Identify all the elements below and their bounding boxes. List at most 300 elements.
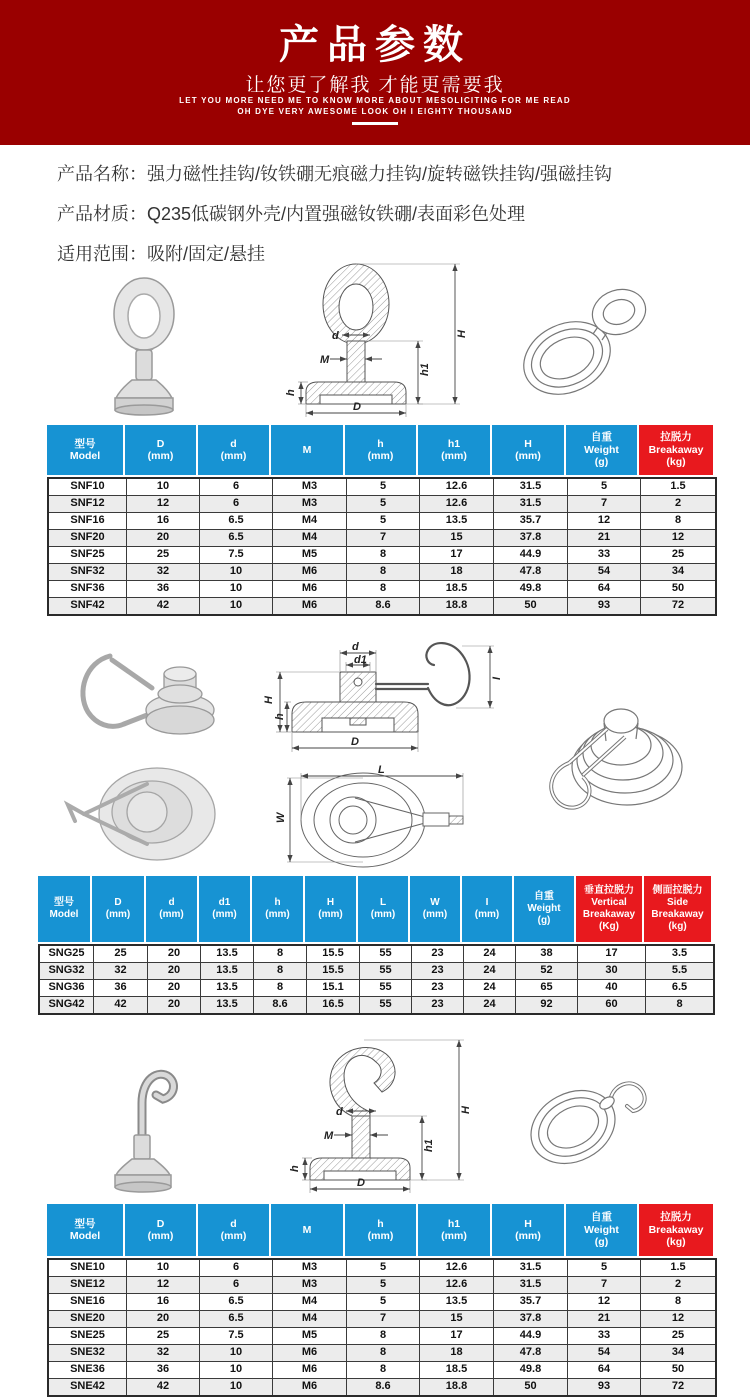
column-header-line: Model — [49, 909, 79, 920]
value-cell: 16 — [127, 1294, 200, 1310]
value-cell: 13.5 — [201, 963, 254, 979]
value-cell: 47.8 — [494, 564, 568, 580]
value-cell: 12.6 — [420, 479, 494, 495]
divider-line — [352, 122, 398, 125]
dim-label-D: D — [353, 401, 361, 413]
value-cell: 35.7 — [494, 1294, 568, 1310]
dim-label-D: D — [351, 736, 359, 748]
model-cell: SNE32 — [49, 1345, 127, 1361]
value-cell: 2 — [674, 1278, 682, 1290]
value-cell: 6.5 — [671, 981, 688, 993]
column-header-line: (mm) — [367, 1230, 394, 1242]
value-cell: M5 — [273, 1328, 347, 1344]
column-header-line: (mm) — [318, 909, 343, 920]
model-cell: SNF36 — [49, 581, 127, 597]
column-header-line: Vertical — [591, 897, 627, 908]
model-cell: SNG36 — [40, 980, 94, 996]
column-header-line: h1 — [447, 1217, 461, 1230]
value-cell: 50 — [494, 598, 568, 614]
column-header-line: d1 — [218, 897, 231, 908]
value-cell: 23 — [412, 997, 464, 1013]
column-header-line: h — [377, 1217, 384, 1230]
product-material-label: 产品材质： — [57, 204, 147, 224]
value-cell: 8 — [347, 1328, 420, 1344]
column-header-line: 侧面拉脱力 — [652, 885, 703, 896]
dim-label-d: d — [352, 641, 359, 653]
table-row — [49, 496, 715, 513]
tagline-line1: LET YOU MORE NEED ME TO KNOW MORE ABOUT MESOLICITING FOR ME READ — [179, 96, 571, 105]
column-header-line: (mm) — [220, 450, 247, 462]
column-header-line: (mm) — [147, 1230, 174, 1242]
column-header — [418, 1204, 492, 1256]
sne-spec-table — [47, 1204, 717, 1397]
value-cell: 13.5 — [420, 513, 494, 529]
column-header — [92, 876, 146, 942]
column-header-line: (mm) — [147, 450, 174, 462]
column-header-line: (kg) — [668, 921, 687, 932]
column-header-line: Weight — [584, 1223, 619, 1236]
dim-label-h: h — [289, 1165, 301, 1172]
value-cell: 25 — [127, 547, 200, 563]
value-cell: 17 — [578, 946, 646, 962]
value-cell: 1.5 — [670, 1261, 686, 1273]
model-cell: SNE10 — [49, 1260, 127, 1276]
dim-label-M: M — [324, 1130, 334, 1142]
value-cell: 6 — [200, 1277, 273, 1293]
column-header-line: (Kg) — [599, 921, 619, 932]
value-cell: 8 — [254, 963, 307, 979]
value-cell: 12 — [568, 1294, 641, 1310]
value-cell: 32 — [94, 963, 148, 979]
value-cell: 49.8 — [494, 1362, 568, 1378]
value-cell: 20 — [127, 1311, 200, 1327]
dim-label-H: H — [263, 696, 275, 704]
column-header — [271, 1204, 345, 1256]
table-row — [49, 1379, 715, 1395]
column-header — [566, 1204, 639, 1256]
column-header-line: (kg) — [666, 456, 686, 469]
product-name-value: 强力磁性挂钩/钕铁硼无痕磁力挂钩/旋转磁铁挂钩/强磁挂钩 — [147, 164, 613, 184]
model-cell: SNE16 — [49, 1294, 127, 1310]
column-header-line: Breakaway — [648, 1223, 704, 1236]
value-cell: 50 — [494, 1379, 568, 1395]
column-header-line: Weight — [527, 903, 561, 914]
value-cell: 7 — [568, 496, 641, 512]
column-header-line: H — [524, 437, 532, 450]
value-cell: M6 — [273, 564, 347, 580]
model-cell: SNF25 — [49, 547, 127, 563]
table-row — [49, 564, 715, 581]
value-cell: 23 — [412, 980, 464, 996]
column-header-line: H — [326, 897, 335, 908]
column-header — [345, 425, 418, 475]
value-cell: 7 — [347, 530, 420, 546]
value-cell: 12 — [671, 531, 685, 543]
value-cell: 72 — [671, 599, 685, 611]
model-cell: SNE25 — [49, 1328, 127, 1344]
column-header — [410, 876, 462, 942]
column-header-line: 型号 — [74, 437, 96, 450]
value-cell: 5 — [347, 1260, 420, 1276]
column-header — [198, 425, 271, 475]
column-header — [271, 425, 345, 475]
swivel-hook-photo-top — [52, 762, 227, 867]
column-header-line: (g) — [594, 456, 609, 469]
value-cell: 3.5 — [671, 947, 688, 959]
dim-label-h1: h1 — [419, 363, 431, 376]
value-cell: M6 — [273, 581, 347, 597]
column-header-line: (mm) — [441, 450, 467, 462]
value-cell: 13.5 — [420, 1294, 494, 1310]
value-cell: 13.5 — [201, 980, 254, 996]
column-header — [146, 876, 199, 942]
column-header — [492, 1204, 566, 1256]
value-cell: 12 — [671, 1312, 685, 1324]
column-header-line: 拉脱力 — [660, 1211, 692, 1224]
value-cell: 13.5 — [201, 997, 254, 1013]
column-header-line: (mm) — [159, 909, 184, 920]
value-cell: 13.5 — [201, 946, 254, 962]
value-cell: 12.6 — [420, 1277, 494, 1293]
dim-label-W: W — [275, 812, 287, 823]
value-cell: 23 — [412, 946, 464, 962]
value-cell: 25 — [127, 1328, 200, 1344]
value-cell: 7 — [568, 1277, 641, 1293]
column-header — [644, 876, 711, 942]
value-cell: 10 — [200, 564, 273, 580]
value-cell: 36 — [127, 1362, 200, 1378]
value-cell: 16 — [127, 513, 200, 529]
table-row — [49, 1328, 715, 1345]
model-cell: SNE42 — [49, 1379, 127, 1395]
value-cell: 92 — [516, 997, 578, 1013]
column-header-line: H — [524, 1217, 532, 1230]
model-cell: SNF16 — [49, 513, 127, 529]
dim-label-h: h — [285, 389, 297, 396]
column-header — [47, 425, 125, 475]
value-cell: 54 — [568, 564, 641, 580]
model-cell: SNE20 — [49, 1311, 127, 1327]
value-cell: 54 — [568, 1345, 641, 1361]
value-cell: 10 — [127, 479, 200, 495]
column-header — [566, 425, 639, 475]
column-header-line: (mm) — [220, 1230, 247, 1242]
value-cell: 8 — [254, 980, 307, 996]
dim-label-d: d — [336, 1106, 343, 1118]
column-header — [639, 1204, 713, 1256]
value-cell: 37.8 — [494, 530, 568, 546]
value-cell: M3 — [273, 1277, 347, 1293]
column-header-line: D — [156, 1217, 165, 1230]
column-header-line: h — [377, 437, 384, 450]
column-header-line: Model — [69, 1230, 101, 1242]
dim-label-H: H — [460, 1106, 472, 1114]
column-header — [639, 425, 713, 475]
value-cell: 6 — [200, 496, 273, 512]
value-cell: 7 — [347, 1311, 420, 1327]
value-cell: 37.8 — [494, 1311, 568, 1327]
table-row — [49, 598, 715, 614]
value-cell: 20 — [148, 997, 201, 1013]
value-cell: 15 — [420, 1311, 494, 1327]
value-cell: 15.5 — [307, 963, 360, 979]
column-header — [38, 876, 92, 942]
value-cell: 33 — [568, 547, 641, 563]
column-header-line: h1 — [447, 437, 461, 450]
value-cell: 5 — [568, 479, 641, 495]
value-cell: 20 — [148, 963, 201, 979]
column-header-line: d — [230, 437, 237, 450]
tagline-line2: OH DYE VERY AWESOME LOOK OH I EIGHTY THOUSAND — [237, 107, 513, 116]
column-header — [198, 1204, 271, 1256]
value-cell: 23 — [412, 963, 464, 979]
column-header-line: Breakaway — [582, 909, 636, 920]
swivel-hook-dimension-side — [262, 638, 507, 768]
value-cell: M4 — [273, 1294, 347, 1310]
column-header-line: D — [156, 437, 165, 450]
column-header-line: M — [302, 443, 312, 456]
value-cell: 65 — [516, 980, 578, 996]
table-row — [49, 1260, 715, 1277]
swivel-hook-dimension-top — [275, 765, 490, 875]
value-cell: 5 — [568, 1260, 641, 1276]
column-header-line: (mm) — [212, 909, 237, 920]
value-cell: 12 — [127, 1277, 200, 1293]
value-cell: 8 — [347, 547, 420, 563]
value-cell: 33 — [568, 1328, 641, 1344]
product-scope-value: 吸附/固定/悬挂 — [147, 244, 266, 264]
value-cell: 64 — [568, 581, 641, 597]
model-cell: SNF42 — [49, 598, 127, 614]
column-header-line: (g) — [594, 1236, 609, 1249]
column-header-line: (mm) — [367, 450, 394, 462]
value-cell: 36 — [94, 980, 148, 996]
value-cell: 12.6 — [420, 1260, 494, 1276]
value-cell: 25 — [671, 548, 685, 560]
dim-label-L: L — [378, 765, 385, 776]
page-title: 产品参数 — [279, 23, 471, 67]
value-cell: 21 — [568, 530, 641, 546]
column-header-line: D — [114, 897, 122, 908]
column-header-line: (mm) — [265, 909, 290, 920]
value-cell: 34 — [671, 565, 685, 577]
value-cell: 15 — [420, 530, 494, 546]
value-cell: 20 — [148, 980, 201, 996]
value-cell: 31.5 — [494, 1260, 568, 1276]
value-cell: 8.6 — [347, 1379, 420, 1395]
value-cell: 2 — [674, 497, 682, 509]
column-header — [345, 1204, 418, 1256]
column-header-line: 型号 — [74, 1217, 96, 1230]
snf-spec-table — [47, 425, 717, 616]
dim-label-d: d — [332, 330, 339, 342]
column-header — [252, 876, 305, 942]
dim-label-h1: h1 — [423, 1139, 435, 1152]
model-cell: SNG42 — [40, 997, 94, 1013]
table-body — [47, 1258, 717, 1397]
table-header-row — [38, 876, 715, 942]
dim-label-D: D — [357, 1177, 365, 1189]
column-header-line: W — [430, 897, 440, 908]
column-header — [462, 876, 514, 942]
value-cell: 5.5 — [671, 964, 688, 976]
model-cell: SNE12 — [49, 1277, 127, 1293]
value-cell: 25 — [671, 1329, 685, 1341]
column-header — [576, 876, 644, 942]
model-cell: SNG32 — [40, 963, 94, 979]
value-cell: 55 — [360, 980, 412, 996]
column-header-line: Breakaway — [651, 909, 704, 920]
value-cell: 1.5 — [670, 480, 686, 492]
model-cell: SNF12 — [49, 496, 127, 512]
value-cell: 32 — [127, 1345, 200, 1361]
value-cell: 8 — [347, 564, 420, 580]
value-cell: 18.5 — [420, 581, 494, 597]
column-header — [125, 425, 198, 475]
sng-spec-table — [38, 876, 715, 1015]
dim-label-H: H — [456, 330, 468, 338]
value-cell: 35.7 — [494, 513, 568, 529]
value-cell: 12 — [568, 513, 641, 529]
column-header — [492, 425, 566, 475]
model-cell: SNE36 — [49, 1362, 127, 1378]
eyebolt-magnet-photo — [82, 268, 202, 418]
value-cell: 8 — [347, 1362, 420, 1378]
value-cell: M6 — [273, 598, 347, 614]
value-cell: M6 — [273, 1345, 347, 1361]
value-cell: M3 — [273, 1260, 347, 1276]
value-cell: 25 — [94, 946, 148, 962]
value-cell: 17 — [420, 1328, 494, 1344]
column-header — [199, 876, 252, 942]
value-cell: 6.5 — [200, 1311, 273, 1327]
table-row — [49, 547, 715, 564]
column-header — [47, 1204, 125, 1256]
column-header — [418, 425, 492, 475]
value-cell: M5 — [273, 547, 347, 563]
product-material-line — [57, 200, 717, 226]
value-cell: 6 — [200, 479, 273, 495]
value-cell: 20 — [127, 530, 200, 546]
value-cell: 12.6 — [420, 496, 494, 512]
value-cell: 6 — [200, 1260, 273, 1276]
table-row — [49, 1362, 715, 1379]
table-body — [38, 944, 715, 1015]
column-header-line: (mm) — [422, 909, 448, 920]
column-header-line: I — [485, 897, 489, 908]
value-cell: 12 — [127, 496, 200, 512]
dim-label-d1: d1 — [354, 654, 367, 666]
value-cell: 21 — [568, 1311, 641, 1327]
value-cell: 7.5 — [200, 547, 273, 563]
value-cell: 34 — [671, 1346, 685, 1358]
product-name-label: 产品名称： — [57, 164, 147, 184]
value-cell: 16.5 — [307, 997, 360, 1013]
column-header-line: (g) — [537, 915, 551, 926]
table-row — [49, 1311, 715, 1328]
column-header-line: (mm) — [515, 450, 541, 462]
hook-magnet-wireframe — [515, 1055, 670, 1175]
value-cell: 50 — [671, 582, 685, 594]
value-cell: M4 — [273, 530, 347, 546]
page-subtitle: 让您更了解我 才能更需要我 — [245, 75, 505, 96]
value-cell: 15.1 — [307, 980, 360, 996]
column-header-line: Breakaway — [648, 443, 704, 456]
value-cell: 5 — [347, 1277, 420, 1293]
value-cell: 52 — [516, 963, 578, 979]
value-cell: 32 — [127, 564, 200, 580]
value-cell: 55 — [360, 963, 412, 979]
hook-magnet-photo — [82, 1043, 202, 1195]
value-cell: 31.5 — [494, 1277, 568, 1293]
value-cell: 17 — [420, 547, 494, 563]
column-header-line: 自重 — [591, 431, 612, 444]
value-cell: 24 — [464, 997, 516, 1013]
value-cell: 55 — [360, 997, 412, 1013]
column-header-line: 自重 — [534, 891, 554, 902]
value-cell: 15.5 — [307, 946, 360, 962]
value-cell: 10 — [200, 581, 273, 597]
value-cell: M4 — [273, 513, 347, 529]
table-header-row — [47, 1204, 717, 1256]
value-cell: 40 — [578, 980, 646, 996]
column-header-line: M — [302, 1223, 312, 1236]
column-header-line: d — [230, 1217, 237, 1230]
value-cell: 31.5 — [494, 479, 568, 495]
swivel-hook-wireframe — [535, 665, 700, 820]
value-cell: 18.5 — [420, 1362, 494, 1378]
column-header-line: (mm) — [105, 909, 131, 920]
value-cell: 6.5 — [200, 1294, 273, 1310]
value-cell: 44.9 — [494, 1328, 568, 1344]
value-cell: 42 — [127, 598, 200, 614]
column-header-line: (mm) — [370, 909, 396, 920]
column-header — [125, 1204, 198, 1256]
value-cell: 31.5 — [494, 496, 568, 512]
column-header-line: L — [379, 897, 387, 908]
value-cell: 10 — [127, 1260, 200, 1276]
value-cell: 8 — [254, 946, 307, 962]
product-scope-label: 适用范围： — [57, 244, 147, 264]
table-body — [47, 477, 717, 616]
table-row — [49, 513, 715, 530]
table-row — [49, 479, 715, 496]
column-header-line: d — [168, 897, 175, 908]
column-header-line: (mm) — [474, 909, 500, 920]
column-header — [514, 876, 576, 942]
model-cell: SNF10 — [49, 479, 127, 495]
column-header-line: 型号 — [54, 897, 74, 908]
value-cell: 24 — [464, 963, 516, 979]
table-row — [40, 963, 713, 980]
value-cell: 36 — [127, 581, 200, 597]
eyebolt-magnet-dimension-drawing — [268, 262, 498, 422]
value-cell: 8.6 — [347, 598, 420, 614]
value-cell: 49.8 — [494, 581, 568, 597]
hook-magnet-dimension-drawing — [272, 1038, 502, 1198]
model-cell: SNF32 — [49, 564, 127, 580]
column-header — [358, 876, 410, 942]
value-cell: M4 — [273, 1311, 347, 1327]
model-cell: SNF20 — [49, 530, 127, 546]
value-cell: 20 — [148, 946, 201, 962]
value-cell: M3 — [273, 479, 347, 495]
value-cell: 50 — [671, 1363, 685, 1375]
eyebolt-magnet-wireframe — [505, 276, 665, 401]
value-cell: M6 — [273, 1379, 347, 1395]
value-cell: M6 — [273, 1362, 347, 1378]
header-banner — [0, 0, 750, 145]
